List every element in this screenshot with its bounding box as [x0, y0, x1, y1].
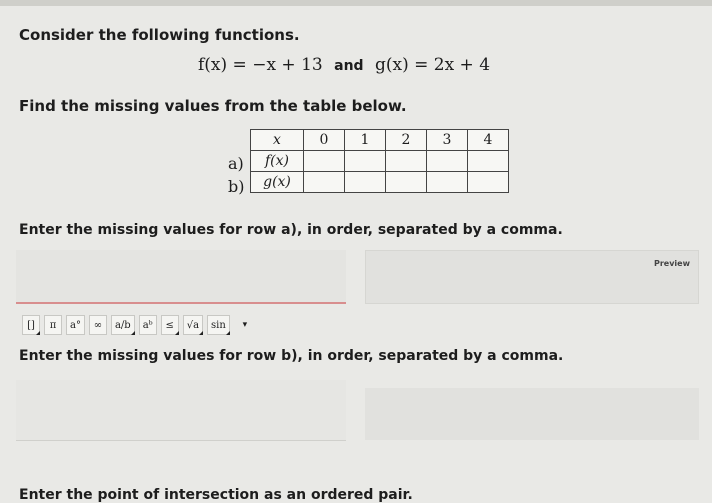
f-function: f(x) = −x + 13 — [198, 55, 323, 75]
cell-empty — [468, 172, 509, 193]
question-row-a: Enter the missing values for row a), in order, separated by a comma. — [19, 222, 563, 238]
table-header-row — [251, 130, 509, 151]
row-label-a: a) — [228, 154, 244, 173]
cell-empty — [427, 151, 468, 172]
pi-button[interactable]: π — [44, 315, 62, 335]
cell-empty — [304, 172, 345, 193]
and-label: and — [334, 58, 364, 74]
row-label-b: b) — [228, 177, 245, 196]
cell-empty — [345, 151, 386, 172]
cell-empty — [345, 172, 386, 193]
exponent-button[interactable]: aᵇ — [139, 315, 157, 335]
intro-text: Consider the following functions. — [19, 26, 300, 44]
question-row-b: Enter the missing values for row b), in order, separated by a comma. — [19, 348, 564, 364]
sqrt-button[interactable]: √a — [183, 315, 203, 335]
values-table — [250, 129, 509, 193]
cell-empty — [386, 151, 427, 172]
answer-input-a[interactable] — [16, 250, 346, 304]
cell-empty — [386, 172, 427, 193]
function-definitions — [198, 55, 490, 75]
infinity-button[interactable]: ∞ — [89, 315, 107, 335]
chevron-down-icon[interactable]: ▾ — [242, 320, 248, 330]
cell-empty — [468, 151, 509, 172]
question-intersection: Enter the point of intersection as an ordered pair. — [19, 487, 413, 503]
preview-label: Preview — [653, 259, 690, 268]
header-1: 1 — [345, 130, 386, 151]
degree-button[interactable]: a° — [66, 315, 85, 335]
fraction-button[interactable]: a/b — [111, 315, 135, 335]
header-0: 0 — [304, 130, 345, 151]
row-name-f: f(x) — [251, 151, 304, 172]
top-bar — [0, 0, 712, 6]
g-function: g(x) = 2x + 4 — [374, 55, 491, 75]
answer-input-b[interactable] — [16, 380, 346, 441]
table-row — [251, 151, 509, 172]
header-x: x — [251, 130, 304, 151]
sin-button[interactable]: sin — [207, 315, 230, 335]
row-name-g: g(x) — [251, 172, 304, 193]
question-table: Find the missing values from the table below. — [19, 97, 407, 115]
cell-empty — [304, 151, 345, 172]
brackets-button[interactable]: [] — [22, 315, 40, 335]
less-equal-button[interactable]: ≤ — [161, 315, 179, 335]
cell-empty — [427, 172, 468, 193]
math-toolbar — [16, 312, 346, 338]
table-row — [251, 172, 509, 193]
header-4: 4 — [468, 130, 509, 151]
header-2: 2 — [386, 130, 427, 151]
preview-box-a — [365, 250, 699, 304]
preview-box-b — [365, 388, 699, 440]
header-3: 3 — [427, 130, 468, 151]
